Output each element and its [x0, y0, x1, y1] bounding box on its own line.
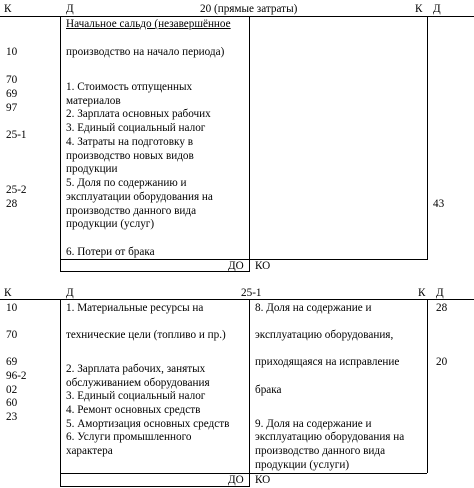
corr-account-code: 25-2: [6, 184, 27, 196]
debit-item: обслуживанием оборудования: [66, 377, 210, 389]
corr-account-code: 97: [6, 102, 18, 114]
debit-item: материалов: [66, 95, 121, 107]
column-rule-left: [60, 16, 61, 272]
debit-item: производство данного вида: [66, 205, 197, 217]
corr-account-code: 96-2: [6, 370, 27, 382]
credit-item: 8. Доля на содержание и: [255, 302, 372, 314]
debit-item: 1. Материальные ресурсы на: [66, 302, 204, 314]
column-rule-center: [249, 16, 250, 272]
corr-account-code: 02: [6, 384, 18, 396]
corr-account-code: 69: [6, 88, 18, 100]
corr-account-code: 28: [6, 198, 18, 210]
corr-account-code: 10: [6, 46, 18, 58]
debit-item: 5. Доля по содержанию и: [66, 177, 187, 189]
debit-item: 6. Потери от брака: [66, 246, 155, 258]
debit-item: продукции: [66, 163, 118, 175]
header-k-left: К: [4, 287, 12, 299]
debit-item: производство на начало периода): [66, 46, 225, 58]
header-k-credit: К: [415, 3, 423, 15]
column-rule-right: [427, 16, 428, 260]
debit-item: продукции (услуг): [66, 218, 155, 230]
opening-balance-label: Начальное сальдо (незавершённое: [66, 18, 231, 30]
closing-credit-label: КО: [255, 260, 271, 272]
header-rule: [0, 299, 474, 300]
bottom-rule: [60, 271, 249, 272]
corr-account-code-right: 20: [436, 356, 448, 368]
credit-item: 9. Доля на содержание и: [255, 418, 372, 430]
header-d-right: Д: [433, 3, 441, 15]
debit-item: 6. Услуги промышленного: [66, 431, 192, 443]
credit-item: приходящаяся на исправление: [255, 356, 400, 368]
header-d-right: Д: [436, 287, 444, 299]
debit-item: 3. Единый социальный налог: [66, 390, 206, 402]
corr-account-code-right: 28: [436, 302, 448, 314]
debit-item: производство новых видов: [66, 150, 194, 162]
corr-account-code-right: 43: [433, 198, 445, 210]
debit-item: характера: [66, 445, 113, 457]
account-title: 25-1: [241, 287, 262, 299]
debit-item: 5. Амортизация основных средств: [66, 418, 230, 430]
header-rule: [0, 16, 474, 17]
debit-item: 2. Зарплата основных рабочих: [66, 108, 211, 120]
corr-account-code: 69: [6, 356, 18, 368]
corr-account-code: 10: [6, 302, 18, 314]
header-k-credit: К: [418, 287, 426, 299]
corr-account-code: 70: [6, 74, 18, 86]
header-d-debit: Д: [66, 3, 74, 15]
header-d-debit: Д: [66, 287, 74, 299]
corr-account-code: 23: [6, 411, 18, 423]
credit-item: брака: [255, 384, 282, 396]
closing-debit-label: ДО: [228, 474, 244, 486]
header-k-left: К: [4, 3, 12, 15]
credit-item: производство данного вида: [255, 445, 386, 457]
credit-item: эксплуатацию оборудования на: [255, 431, 405, 443]
credit-item: продукции (услуги): [255, 459, 350, 471]
closing-credit-label: КО: [255, 474, 271, 486]
closing-debit-label: ДО: [228, 260, 244, 272]
debit-item: 4. Затраты на подготовку в: [66, 136, 193, 148]
debit-item: 4. Ремонт основных средств: [66, 404, 201, 416]
debit-item: 2. Зарплата рабочих, занятых: [66, 363, 206, 375]
debit-item: эксплуатации оборудования на: [66, 191, 213, 203]
credit-item: эксплуатацию оборудования,: [255, 329, 394, 341]
corr-account-code: 60: [6, 397, 18, 409]
debit-item: 3. Единый социальный налог: [66, 122, 206, 134]
column-rule-left: [60, 299, 61, 487]
debit-item: 1. Стоимость отпущенных: [66, 81, 193, 93]
column-rule-right: [427, 299, 428, 473]
bottom-rule: [60, 486, 249, 487]
column-rule-center: [249, 299, 250, 487]
debit-item: технические цели (топливо и пр.): [66, 329, 226, 341]
corr-account-code: 70: [6, 329, 18, 341]
corr-account-code: 25-1: [6, 129, 27, 141]
account-title: 20 (прямые затраты): [200, 3, 298, 15]
